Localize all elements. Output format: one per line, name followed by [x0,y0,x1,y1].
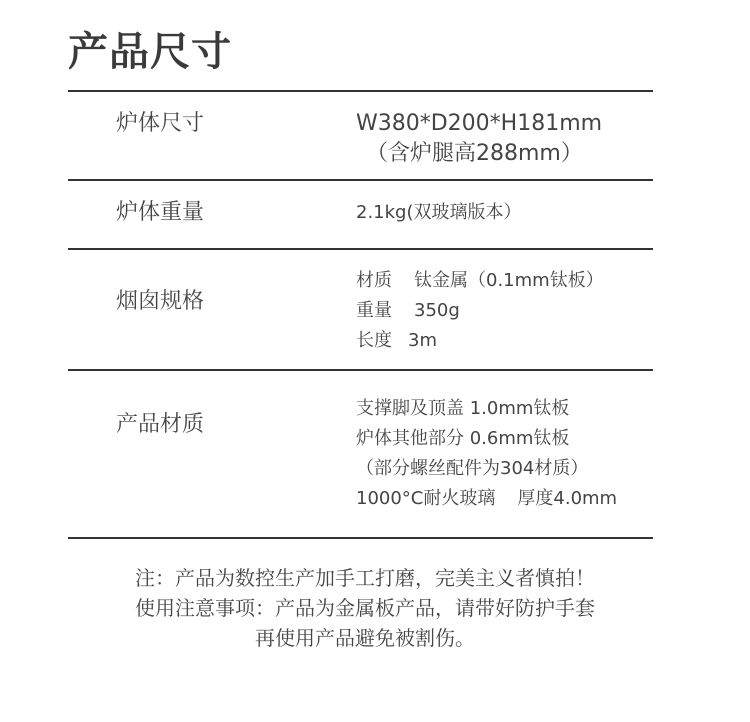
material-line-body: 炉体其他部分 0.6mm钛板 [356,428,570,449]
chimney-length-key: 长度 [356,330,392,351]
row-label-body-size: 炉体尺寸 [116,111,205,136]
notes [0,563,730,653]
material-glass-type: 1000°C耐火玻璃 [356,488,496,509]
table-divider [68,90,653,92]
chimney-length-line [356,326,604,356]
note-safety-cont: 再使用产品避免被割伤。 [255,626,475,650]
row-label-product-material: 产品材质 [116,412,205,437]
chimney-length-value: 3m [408,330,437,351]
row-value-product-material [356,394,617,514]
row-value-body-size [356,109,602,169]
body-size-dimensions: W380*D200*H181mm [356,111,603,136]
table-divider [68,537,653,539]
row-value-chimney-spec [356,266,604,356]
table-divider [68,179,653,181]
table-divider [68,248,653,250]
row-label-body-weight: 炉体重量 [116,200,205,225]
material-glass-thickness: 厚度4.0mm [517,488,618,509]
body-weight-value: 2.1kg(双玻璃版本） [356,202,522,223]
chimney-material-line [356,266,604,296]
material-line-screws: （部分螺丝配件为304材质） [356,458,589,479]
chimney-material-key: 材质 [356,270,392,291]
chimney-weight-key: 重量 [356,300,392,321]
material-line-feet: 支撑脚及顶盖 1.0mm钛板 [356,398,570,419]
chimney-weight-line [356,296,604,326]
table-divider [68,369,653,371]
note-safety: 使用注意事项：产品为金属板产品，请带好防护手套 [135,596,595,620]
row-label-chimney-spec: 烟囱规格 [116,289,205,314]
body-size-leg-height: （含炉腿高288mm） [366,141,583,166]
chimney-weight-value: 350g [414,300,460,321]
page-title: 产品尺寸 [68,29,232,75]
material-line-glass [356,484,617,514]
chimney-material-value: 钛金属（0.1mm钛板） [414,270,604,291]
note-handmade: 注：产品为数控生产加手工打磨，完美主义者慎拍！ [135,566,595,590]
row-value-body-weight [356,198,522,228]
